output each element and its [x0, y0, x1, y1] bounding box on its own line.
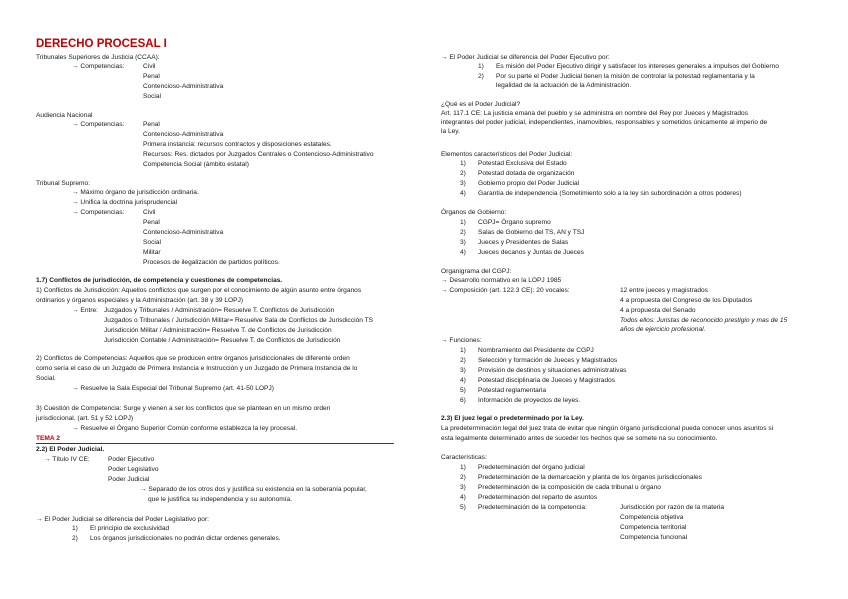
org-item: Jueces y Presidentes de Salas [478, 239, 569, 246]
ts-comp-item: Penal [143, 73, 160, 80]
s17-entre-item: Juzgados y Tribunales / Administración= Resuelve T. Conflictos de Jurisdicción [104, 307, 335, 314]
ts-comp-item: Contencioso-Administrativa [143, 83, 224, 90]
titulo-item: Poder Judicial [108, 476, 150, 483]
car-comp: Competencia territorial [620, 524, 687, 531]
func-num: 3) [460, 367, 466, 374]
cgpj-vocal: 12 entre jueces y magistrados [620, 287, 708, 294]
cgpj-title: Organigrama del CGPJ: [441, 268, 512, 275]
titulo-item: Poder Legislativo [108, 466, 159, 473]
pe-num: 1) [478, 63, 484, 70]
car-comp: Jurisdicción por razón de la materia [620, 504, 725, 511]
pe-intro: → El Poder Judicial se diferencia del Poder Ejecutivo por: [441, 54, 610, 61]
tsup-comp-item: Civil [143, 209, 156, 216]
org-item: Salas de Gobierno del TS, AN y TSJ [478, 229, 585, 236]
car-item: Predeterminación de la demarcación y planta de los órganos jurisdiccionales [478, 474, 702, 481]
elem-item: Potestad dotada de organización [478, 170, 575, 177]
s17-heading: 1.7) Conflictos de jurisdicción, de competencia y cuestiones de competencias. [36, 277, 283, 284]
que-line: integrantes del poder judicial, independientes, inamovibles, responsables y sometidos únicamente al imperio de [441, 119, 768, 126]
elem-num: 3) [460, 180, 466, 187]
car-comp: Competencia funcional [620, 534, 688, 541]
elem-num: 4) [460, 190, 466, 197]
an-comp-item: Primera instancia: recursos contractos y disposiciones estatales. [143, 141, 332, 148]
s17-entre-item: Juzgados o Tribunales / Jurisdicción Militar= Resuelve Sala de Conflictos de Jurisdicción TS [104, 317, 374, 324]
titulo-sub: → Separado de los otros dos y justifica su existencia en la soberanía popular, [140, 486, 367, 493]
pl-item: Los órganos jurisdiccionales no podrán dictar ordenes generales. [90, 535, 281, 542]
an-comp-item: Competencia Social (ámbito estatal) [143, 161, 249, 168]
ts-title: Tribunales Superiores de Justicia (CCAA): [36, 54, 160, 61]
car-num: 1) [460, 464, 466, 471]
s17-entre-label: → Entre: [72, 307, 99, 314]
org-num: 3) [460, 239, 466, 246]
s17-p1-line: ordinarios y órganos especiales y la Administración (art. 38 y 39 LOPJ) [36, 297, 244, 304]
tsup-point: → Unifica la doctrina jurisprudencial [72, 199, 178, 206]
pl-num: 2) [72, 535, 78, 542]
org-item: CGPJ= Órgano supremo [478, 219, 551, 226]
s17-p1-line: 1) Conflictos de Jurisdicción: Aquellos conflictos que surgen por el conocimiento de algún asunto entre órganos [36, 287, 362, 294]
func-num: 6) [460, 397, 466, 404]
cgpj-vocal: 4 a propuesta del Congreso de los Diputados [620, 297, 753, 304]
elem-title: Elementos característicos del Poder Judicial: [441, 151, 573, 158]
car-comp: Competencia objetiva [620, 514, 684, 521]
func-item: Potestad disciplinaria de Jueces y Magistrados [478, 377, 616, 384]
s17-p3-resolves: → Resuelve el Órgano Superior Común conforme establezca la ley procesal. [72, 425, 298, 432]
func-item: Selección y formación de Jueces y Magistrados [478, 357, 618, 364]
tsup-comp-label: → Competencias: [72, 209, 125, 216]
s22-heading: 2.2) El Poder Judicial. [36, 446, 105, 453]
org-num: 1) [460, 219, 466, 226]
elem-item: Gobierno propio del Poder Judicial [478, 180, 580, 187]
org-num: 4) [460, 249, 466, 256]
tsup-comp-item: Contencioso-Administrativa [143, 229, 224, 236]
titulo-label: → Título IV CE: [44, 456, 90, 463]
s17-p3-line: 3) Cuestión de Competencia: Surge y vienen a ser los conflictos que se plantean en un mismo orden [36, 405, 331, 412]
tema-heading: TEMA 2 [36, 435, 60, 442]
func-num: 1) [460, 347, 466, 354]
s23-line: esta legalmente determinado antes de suceder los hechos que se somete na su conocimiento. [441, 435, 718, 442]
tsup-comp-item: Militar [143, 249, 161, 256]
cgpj-comp: → Composición (art. 122.3 CE): 20 vocales: [441, 287, 570, 294]
car-title: Características: [441, 454, 487, 461]
an-comp-item: Contencioso-Administrativa [143, 131, 224, 138]
car-num: 3) [460, 484, 466, 491]
pl-item: El principio de exclusividad [90, 525, 170, 532]
tsup-point: → Máximo órgano de jurisdicción ordinaria. [72, 189, 199, 196]
page-title: DERECHO PROCESAL I [36, 38, 167, 50]
s17-p2-line: Social. [36, 375, 56, 382]
func-item: Provisión de destinos y situaciones administrativas [478, 367, 627, 374]
elem-item: Garantía de independencia (Sometimiento solo a la ley sin subordinación a otros poderes) [478, 190, 742, 197]
car-num: 5) [460, 504, 466, 511]
elem-item: Potestad Exclusiva del Estado [478, 160, 567, 167]
org-title: Órganos de Gobierno: [441, 209, 507, 216]
func-item: Potestad reglamentaria [478, 387, 547, 394]
cgpj-note: años de ejercicio profesional. [620, 326, 706, 333]
pe-num: 2) [478, 73, 484, 80]
an-comp-item: Penal [143, 121, 160, 128]
que-line: Art. 117.1 CE: La justicia emana del pueblo y se administra en nombre del Rey por Jueces y Magistrados [441, 110, 749, 117]
s17-entre-item: Jurisdicción Militar / Administración= Resuelve T. de Conflictos de Jurisdicción [104, 327, 332, 334]
que-heading: ¿Qué es el Poder Judicial? [441, 101, 521, 108]
tsup-title: Tribunal Supremo: [36, 180, 90, 187]
pl-intro: → El Poder Judicial se diferencia del Poder Legislativo por: [36, 516, 209, 523]
elem-num: 1) [460, 160, 466, 167]
s17-entre-item: Jurisdicción Contable / Administración= Resuelve T. de Conflictos de Jurisdicción [104, 337, 341, 344]
s17-p2-line: como sería el caso de un Juzgado de Primera Instancia e Instrucción y un Juzgado de Primera Instancia de lo [36, 365, 358, 372]
pe-item: Por su parte el Poder Judicial tienen la misión de controlar la potestad reglamentaria y la [496, 73, 755, 80]
car-item: Predeterminación del reparto de asuntos [478, 494, 598, 501]
func-num: 2) [460, 357, 466, 364]
titulo-item: Poder Ejecutivo [108, 456, 155, 463]
tsup-comp-item: Procesos de ilegalización de partidos políticos. [143, 259, 280, 266]
cgpj-note: Todos ellos: Juristas de reconocido prestigio y mas de 15 [620, 317, 788, 324]
org-item: Jueces decanos y Juntas de Jueces [478, 249, 584, 256]
s23-heading: 2.3) El juez legal o predeterminado por la Ley. [441, 415, 584, 422]
car-item: Predeterminación del órgano judicial [478, 464, 585, 471]
titulo-sub: que le justifica su independencia y su autonomía. [148, 496, 293, 503]
s17-p2-line: 2) Conflictos de Competencias: Aquellos que se producen entre órganos jurisdiccionales de diferente orden [36, 355, 350, 362]
pe-item: Es misión del Poder Ejecutivo dirigir y satisfacer los intereses generales a impulsos del Gobierno [496, 63, 779, 70]
cgpj-dev: → Desarrollo normativo en la LOPJ 1985 [441, 277, 562, 284]
que-line: la Ley. [441, 128, 460, 135]
func-label: → Funciones: [441, 337, 482, 344]
func-item: Nombramiento del Presidente de CGPJ [478, 347, 594, 354]
car-item: Predeterminación de la composición de cada tribunal u órgano [478, 484, 661, 491]
an-comp-label: → Competencias: [72, 121, 125, 128]
s17-p3-line: jurisdiccional. (art. 51 y 52 LOPJ) [36, 415, 134, 422]
pl-num: 1) [72, 525, 78, 532]
ts-comp-item: Social [143, 93, 161, 100]
s23-line: La predeterminación legal del juez trata de evitar que ningún órgano jurisdiccional pueda conocer unos asuntos si [441, 425, 774, 432]
an-comp-item: Recursos: Res. dictados por Juzgados Centrales o Contencioso-Administrativo [143, 151, 374, 158]
ts-comp-label: → Competencias: [72, 63, 125, 70]
tsup-comp-item: Social [143, 239, 161, 246]
pe-item: legalidad de la actuación de la Administración. [496, 82, 632, 89]
func-num: 4) [460, 377, 466, 384]
ts-comp-item: Civil [143, 63, 156, 70]
car-num: 4) [460, 494, 466, 501]
elem-num: 2) [460, 170, 466, 177]
func-num: 5) [460, 387, 466, 394]
car-num: 2) [460, 474, 466, 481]
s17-p2-resolves: → Resuelve la Sala Especial del Tribunal Supremo (art. 41-50 LOPJ) [72, 385, 274, 392]
org-num: 2) [460, 229, 466, 236]
tsup-comp-item: Penal [143, 219, 160, 226]
func-item: Información de proyectos de leyes. [478, 397, 581, 404]
car-item: Predeterminación de la competencia: [478, 504, 587, 511]
an-title: Audiencia Nacional [36, 112, 93, 119]
cgpj-vocal: 4 a propuesta del Senado [620, 307, 696, 314]
tema-rule [36, 443, 394, 444]
